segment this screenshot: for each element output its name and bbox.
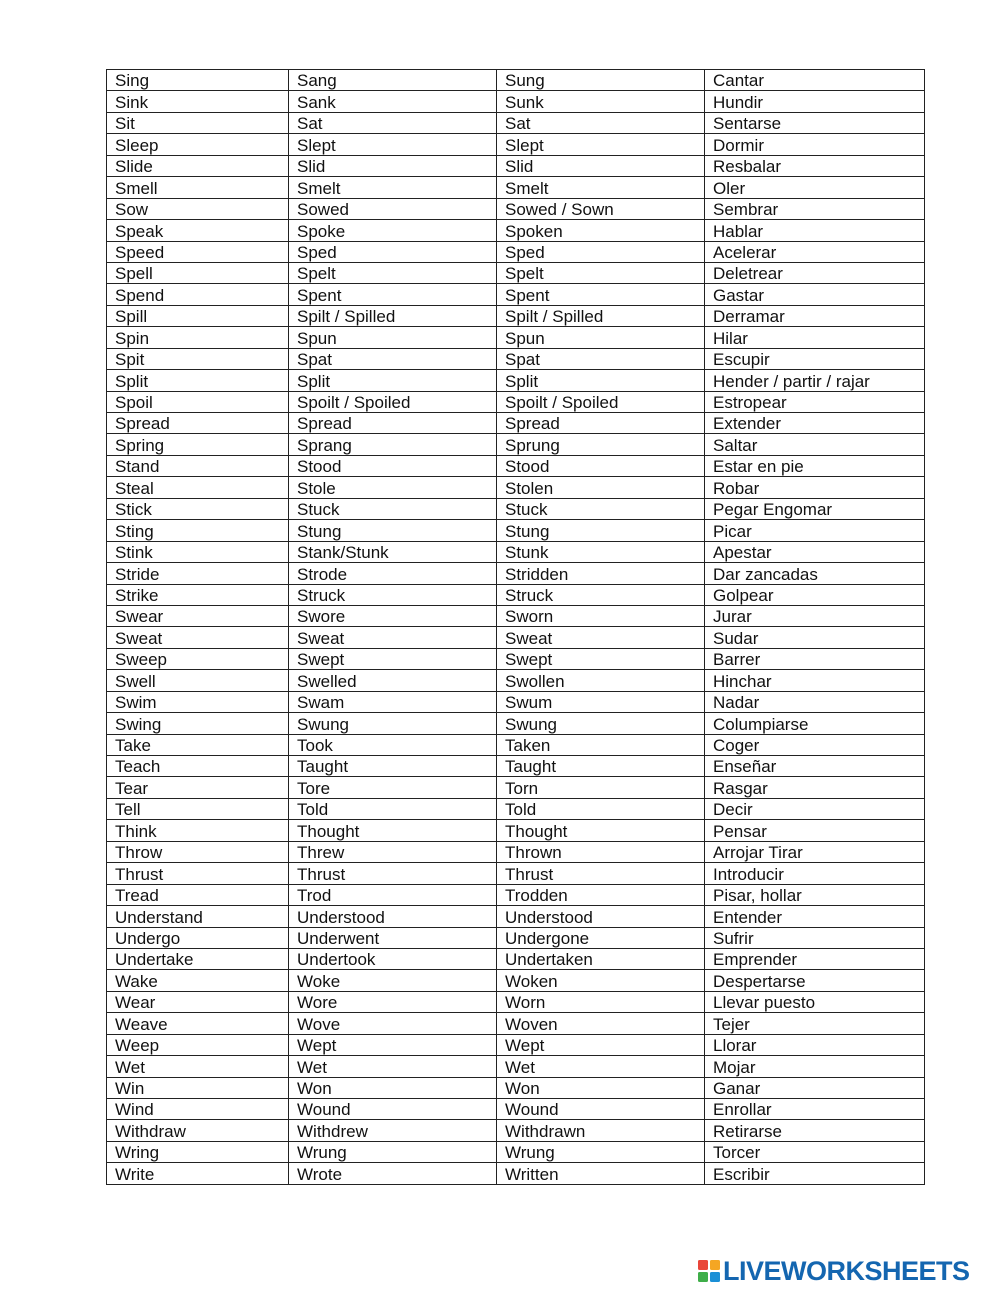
translation-cell: Sembrar bbox=[705, 198, 925, 219]
past-participle-cell: Swept bbox=[497, 648, 705, 669]
past-participle-cell: Torn bbox=[497, 777, 705, 798]
table-row bbox=[107, 584, 925, 605]
past-simple-cell: Took bbox=[289, 734, 497, 755]
base-form-cell: Swing bbox=[107, 713, 289, 734]
translation-cell: Rasgar bbox=[705, 777, 925, 798]
past-simple-cell: Spat bbox=[289, 348, 497, 369]
table-row bbox=[107, 1034, 925, 1055]
past-simple-cell: Wept bbox=[289, 1034, 497, 1055]
table-row bbox=[107, 906, 925, 927]
past-simple-cell: Wrung bbox=[289, 1141, 497, 1162]
table-row bbox=[107, 155, 925, 176]
table-row bbox=[107, 884, 925, 905]
table-row bbox=[107, 927, 925, 948]
translation-cell: Saltar bbox=[705, 434, 925, 455]
translation-cell: Llevar puesto bbox=[705, 991, 925, 1012]
past-simple-cell: Strode bbox=[289, 563, 497, 584]
past-participle-cell: Written bbox=[497, 1163, 705, 1184]
past-participle-cell: Wept bbox=[497, 1034, 705, 1055]
translation-cell: Tejer bbox=[705, 1013, 925, 1034]
base-form-cell: Swell bbox=[107, 670, 289, 691]
past-simple-cell: Taught bbox=[289, 756, 497, 777]
translation-cell: Escribir bbox=[705, 1163, 925, 1184]
liveworksheets-brand bbox=[697, 1257, 970, 1285]
base-form-cell: Sting bbox=[107, 520, 289, 541]
past-participle-cell: Spat bbox=[497, 348, 705, 369]
liveworksheets-logo-icon bbox=[697, 1259, 721, 1283]
past-simple-cell: Tore bbox=[289, 777, 497, 798]
past-simple-cell: Spread bbox=[289, 413, 497, 434]
past-simple-cell: Woke bbox=[289, 970, 497, 991]
base-form-cell: Take bbox=[107, 734, 289, 755]
translation-cell: Hender / partir / rajar bbox=[705, 370, 925, 391]
past-simple-cell: Trod bbox=[289, 884, 497, 905]
translation-cell: Mojar bbox=[705, 1056, 925, 1077]
past-simple-cell: Swam bbox=[289, 691, 497, 712]
base-form-cell: Thrust bbox=[107, 863, 289, 884]
table-row bbox=[107, 756, 925, 777]
table-row bbox=[107, 798, 925, 819]
table-row bbox=[107, 841, 925, 862]
translation-cell: Enrollar bbox=[705, 1099, 925, 1120]
base-form-cell: Stick bbox=[107, 498, 289, 519]
translation-cell: Estar en pie bbox=[705, 455, 925, 476]
past-simple-cell: Underwent bbox=[289, 927, 497, 948]
table-row bbox=[107, 1120, 925, 1141]
base-form-cell: Spring bbox=[107, 434, 289, 455]
table-row bbox=[107, 648, 925, 669]
base-form-cell: Spread bbox=[107, 413, 289, 434]
past-participle-cell: Sworn bbox=[497, 605, 705, 626]
base-form-cell: Spoil bbox=[107, 391, 289, 412]
past-simple-cell: Won bbox=[289, 1077, 497, 1098]
past-simple-cell: Slid bbox=[289, 155, 497, 176]
translation-cell: Nadar bbox=[705, 691, 925, 712]
base-form-cell: Spill bbox=[107, 305, 289, 326]
past-participle-cell: Undergone bbox=[497, 927, 705, 948]
past-participle-cell: Sped bbox=[497, 241, 705, 262]
past-simple-cell: Spun bbox=[289, 327, 497, 348]
base-form-cell: Stink bbox=[107, 541, 289, 562]
table-row bbox=[107, 820, 925, 841]
past-simple-cell: Slept bbox=[289, 134, 497, 155]
translation-cell: Derramar bbox=[705, 305, 925, 326]
past-participle-cell: Swung bbox=[497, 713, 705, 734]
past-participle-cell: Understood bbox=[497, 906, 705, 927]
table-row bbox=[107, 691, 925, 712]
past-simple-cell: Sped bbox=[289, 241, 497, 262]
base-form-cell: Spell bbox=[107, 262, 289, 283]
table-row bbox=[107, 348, 925, 369]
base-form-cell: Sing bbox=[107, 70, 289, 91]
base-form-cell: Stride bbox=[107, 563, 289, 584]
base-form-cell: Sweat bbox=[107, 627, 289, 648]
translation-cell: Retirarse bbox=[705, 1120, 925, 1141]
table-row bbox=[107, 1077, 925, 1098]
past-participle-cell: Swum bbox=[497, 691, 705, 712]
base-form-cell: Spin bbox=[107, 327, 289, 348]
translation-cell: Pegar Engomar bbox=[705, 498, 925, 519]
past-participle-cell: Wrung bbox=[497, 1141, 705, 1162]
past-participle-cell: Spent bbox=[497, 284, 705, 305]
base-form-cell: Spit bbox=[107, 348, 289, 369]
past-simple-cell: Swung bbox=[289, 713, 497, 734]
past-simple-cell: Thrust bbox=[289, 863, 497, 884]
table-row bbox=[107, 1141, 925, 1162]
base-form-cell: Speed bbox=[107, 241, 289, 262]
past-simple-cell: Swore bbox=[289, 605, 497, 626]
past-participle-cell: Thrown bbox=[497, 841, 705, 862]
translation-cell: Dar zancadas bbox=[705, 563, 925, 584]
base-form-cell: Throw bbox=[107, 841, 289, 862]
past-participle-cell: Struck bbox=[497, 584, 705, 605]
translation-cell: Decir bbox=[705, 798, 925, 819]
translation-cell: Coger bbox=[705, 734, 925, 755]
past-participle-cell: Stridden bbox=[497, 563, 705, 584]
past-simple-cell: Stuck bbox=[289, 498, 497, 519]
translation-cell: Escupir bbox=[705, 348, 925, 369]
past-simple-cell: Threw bbox=[289, 841, 497, 862]
base-form-cell: Split bbox=[107, 370, 289, 391]
past-simple-cell: Thought bbox=[289, 820, 497, 841]
translation-cell: Oler bbox=[705, 177, 925, 198]
past-participle-cell: Thrust bbox=[497, 863, 705, 884]
past-simple-cell: Stung bbox=[289, 520, 497, 541]
past-participle-cell: Spilt / Spilled bbox=[497, 305, 705, 326]
table-row bbox=[107, 713, 925, 734]
base-form-cell: Sweep bbox=[107, 648, 289, 669]
base-form-cell: Sink bbox=[107, 91, 289, 112]
base-form-cell: Spend bbox=[107, 284, 289, 305]
past-participle-cell: Worn bbox=[497, 991, 705, 1012]
base-form-cell: Smell bbox=[107, 177, 289, 198]
past-participle-cell: Sweat bbox=[497, 627, 705, 648]
table-row bbox=[107, 220, 925, 241]
base-form-cell: Swear bbox=[107, 605, 289, 626]
past-simple-cell: Wound bbox=[289, 1099, 497, 1120]
past-simple-cell: Wove bbox=[289, 1013, 497, 1034]
translation-cell: Resbalar bbox=[705, 155, 925, 176]
table-row bbox=[107, 948, 925, 969]
past-participle-cell: Thought bbox=[497, 820, 705, 841]
base-form-cell: Weep bbox=[107, 1034, 289, 1055]
past-simple-cell: Smelt bbox=[289, 177, 497, 198]
base-form-cell: Tread bbox=[107, 884, 289, 905]
table-row bbox=[107, 198, 925, 219]
past-simple-cell: Sowed bbox=[289, 198, 497, 219]
base-form-cell: Steal bbox=[107, 477, 289, 498]
past-participle-cell: Spoilt / Spoiled bbox=[497, 391, 705, 412]
translation-cell: Cantar bbox=[705, 70, 925, 91]
past-participle-cell: Sprung bbox=[497, 434, 705, 455]
table-row bbox=[107, 284, 925, 305]
past-participle-cell: Withdrawn bbox=[497, 1120, 705, 1141]
translation-cell: Torcer bbox=[705, 1141, 925, 1162]
translation-cell: Enseñar bbox=[705, 756, 925, 777]
past-simple-cell: Wrote bbox=[289, 1163, 497, 1184]
past-participle-cell: Stuck bbox=[497, 498, 705, 519]
translation-cell: Deletrear bbox=[705, 262, 925, 283]
translation-cell: Robar bbox=[705, 477, 925, 498]
base-form-cell: Undertake bbox=[107, 948, 289, 969]
past-simple-cell: Split bbox=[289, 370, 497, 391]
base-form-cell: Wet bbox=[107, 1056, 289, 1077]
past-simple-cell: Told bbox=[289, 798, 497, 819]
translation-cell: Despertarse bbox=[705, 970, 925, 991]
past-simple-cell: Swept bbox=[289, 648, 497, 669]
table-row bbox=[107, 863, 925, 884]
base-form-cell: Sow bbox=[107, 198, 289, 219]
base-form-cell: Undergo bbox=[107, 927, 289, 948]
translation-cell: Hundir bbox=[705, 91, 925, 112]
table-row bbox=[107, 991, 925, 1012]
translation-cell: Introducir bbox=[705, 863, 925, 884]
past-simple-cell: Spelt bbox=[289, 262, 497, 283]
base-form-cell: Think bbox=[107, 820, 289, 841]
translation-cell: Golpear bbox=[705, 584, 925, 605]
table-row bbox=[107, 262, 925, 283]
table-row bbox=[107, 70, 925, 91]
past-simple-cell: Undertook bbox=[289, 948, 497, 969]
past-simple-cell: Sweat bbox=[289, 627, 497, 648]
past-simple-cell: Stank/Stunk bbox=[289, 541, 497, 562]
past-participle-cell: Trodden bbox=[497, 884, 705, 905]
past-participle-cell: Woken bbox=[497, 970, 705, 991]
past-participle-cell: Split bbox=[497, 370, 705, 391]
translation-cell: Emprender bbox=[705, 948, 925, 969]
base-form-cell: Weave bbox=[107, 1013, 289, 1034]
base-form-cell: Sit bbox=[107, 112, 289, 133]
table-row bbox=[107, 605, 925, 626]
past-simple-cell: Stood bbox=[289, 455, 497, 476]
translation-cell: Hilar bbox=[705, 327, 925, 348]
base-form-cell: Tear bbox=[107, 777, 289, 798]
base-form-cell: Teach bbox=[107, 756, 289, 777]
table-row bbox=[107, 1056, 925, 1077]
past-simple-cell: Spoilt / Spoiled bbox=[289, 391, 497, 412]
translation-cell: Jurar bbox=[705, 605, 925, 626]
translation-cell: Acelerar bbox=[705, 241, 925, 262]
table-row bbox=[107, 112, 925, 133]
translation-cell: Sufrir bbox=[705, 927, 925, 948]
table-row bbox=[107, 177, 925, 198]
translation-cell: Dormir bbox=[705, 134, 925, 155]
base-form-cell: Swim bbox=[107, 691, 289, 712]
table-row bbox=[107, 305, 925, 326]
past-simple-cell: Spoke bbox=[289, 220, 497, 241]
past-simple-cell: Spilt / Spilled bbox=[289, 305, 497, 326]
base-form-cell: Wring bbox=[107, 1141, 289, 1162]
past-simple-cell: Struck bbox=[289, 584, 497, 605]
past-simple-cell: Wore bbox=[289, 991, 497, 1012]
past-participle-cell: Undertaken bbox=[497, 948, 705, 969]
irregular-verbs-table bbox=[106, 69, 925, 1185]
past-simple-cell: Wet bbox=[289, 1056, 497, 1077]
past-participle-cell: Slid bbox=[497, 155, 705, 176]
past-simple-cell: Withdrew bbox=[289, 1120, 497, 1141]
base-form-cell: Write bbox=[107, 1163, 289, 1184]
base-form-cell: Wear bbox=[107, 991, 289, 1012]
past-participle-cell: Wound bbox=[497, 1099, 705, 1120]
past-participle-cell: Spun bbox=[497, 327, 705, 348]
table-row bbox=[107, 413, 925, 434]
past-participle-cell: Sat bbox=[497, 112, 705, 133]
translation-cell: Pisar, hollar bbox=[705, 884, 925, 905]
past-participle-cell: Spoken bbox=[497, 220, 705, 241]
table-row bbox=[107, 327, 925, 348]
table-row bbox=[107, 1013, 925, 1034]
base-form-cell: Tell bbox=[107, 798, 289, 819]
brand-name: LIVEWORKSHEETS bbox=[723, 1256, 970, 1286]
past-participle-cell: Won bbox=[497, 1077, 705, 1098]
past-participle-cell: Spelt bbox=[497, 262, 705, 283]
past-simple-cell: Sat bbox=[289, 112, 497, 133]
past-participle-cell: Woven bbox=[497, 1013, 705, 1034]
table-row bbox=[107, 670, 925, 691]
translation-cell: Barrer bbox=[705, 648, 925, 669]
base-form-cell: Stand bbox=[107, 455, 289, 476]
past-participle-cell: Taken bbox=[497, 734, 705, 755]
translation-cell: Entender bbox=[705, 906, 925, 927]
base-form-cell: Withdraw bbox=[107, 1120, 289, 1141]
translation-cell: Sudar bbox=[705, 627, 925, 648]
verb-table-body bbox=[107, 70, 925, 1185]
past-participle-cell: Wet bbox=[497, 1056, 705, 1077]
past-simple-cell: Sang bbox=[289, 70, 497, 91]
base-form-cell: Slide bbox=[107, 155, 289, 176]
past-participle-cell: Smelt bbox=[497, 177, 705, 198]
base-form-cell: Wake bbox=[107, 970, 289, 991]
table-row bbox=[107, 477, 925, 498]
past-simple-cell: Stole bbox=[289, 477, 497, 498]
base-form-cell: Speak bbox=[107, 220, 289, 241]
translation-cell: Llorar bbox=[705, 1034, 925, 1055]
table-row bbox=[107, 391, 925, 412]
translation-cell: Extender bbox=[705, 413, 925, 434]
table-row bbox=[107, 541, 925, 562]
past-participle-cell: Taught bbox=[497, 756, 705, 777]
table-row bbox=[107, 370, 925, 391]
translation-cell: Picar bbox=[705, 520, 925, 541]
table-row bbox=[107, 134, 925, 155]
table-row bbox=[107, 520, 925, 541]
table-row bbox=[107, 434, 925, 455]
past-participle-cell: Swollen bbox=[497, 670, 705, 691]
past-simple-cell: Understood bbox=[289, 906, 497, 927]
past-simple-cell: Spent bbox=[289, 284, 497, 305]
translation-cell: Gastar bbox=[705, 284, 925, 305]
past-participle-cell: Stood bbox=[497, 455, 705, 476]
past-participle-cell: Spread bbox=[497, 413, 705, 434]
base-form-cell: Strike bbox=[107, 584, 289, 605]
table-row bbox=[107, 241, 925, 262]
table-row bbox=[107, 1099, 925, 1120]
table-row bbox=[107, 1163, 925, 1184]
translation-cell: Estropear bbox=[705, 391, 925, 412]
translation-cell: Sentarse bbox=[705, 112, 925, 133]
translation-cell: Hablar bbox=[705, 220, 925, 241]
translation-cell: Columpiarse bbox=[705, 713, 925, 734]
table-row bbox=[107, 970, 925, 991]
translation-cell: Ganar bbox=[705, 1077, 925, 1098]
past-simple-cell: Swelled bbox=[289, 670, 497, 691]
table-row bbox=[107, 777, 925, 798]
translation-cell: Arrojar Tirar bbox=[705, 841, 925, 862]
base-form-cell: Win bbox=[107, 1077, 289, 1098]
base-form-cell: Sleep bbox=[107, 134, 289, 155]
table-row bbox=[107, 455, 925, 476]
translation-cell: Apestar bbox=[705, 541, 925, 562]
translation-cell: Hinchar bbox=[705, 670, 925, 691]
table-row bbox=[107, 91, 925, 112]
table-row bbox=[107, 563, 925, 584]
past-simple-cell: Sank bbox=[289, 91, 497, 112]
past-participle-cell: Sunk bbox=[497, 91, 705, 112]
table-row bbox=[107, 498, 925, 519]
base-form-cell: Understand bbox=[107, 906, 289, 927]
past-participle-cell: Slept bbox=[497, 134, 705, 155]
past-participle-cell: Sung bbox=[497, 70, 705, 91]
table-row bbox=[107, 734, 925, 755]
base-form-cell: Wind bbox=[107, 1099, 289, 1120]
past-participle-cell: Stunk bbox=[497, 541, 705, 562]
past-participle-cell: Stolen bbox=[497, 477, 705, 498]
past-participle-cell: Told bbox=[497, 798, 705, 819]
translation-cell: Pensar bbox=[705, 820, 925, 841]
past-participle-cell: Sowed / Sown bbox=[497, 198, 705, 219]
table-row bbox=[107, 627, 925, 648]
past-participle-cell: Stung bbox=[497, 520, 705, 541]
past-simple-cell: Sprang bbox=[289, 434, 497, 455]
